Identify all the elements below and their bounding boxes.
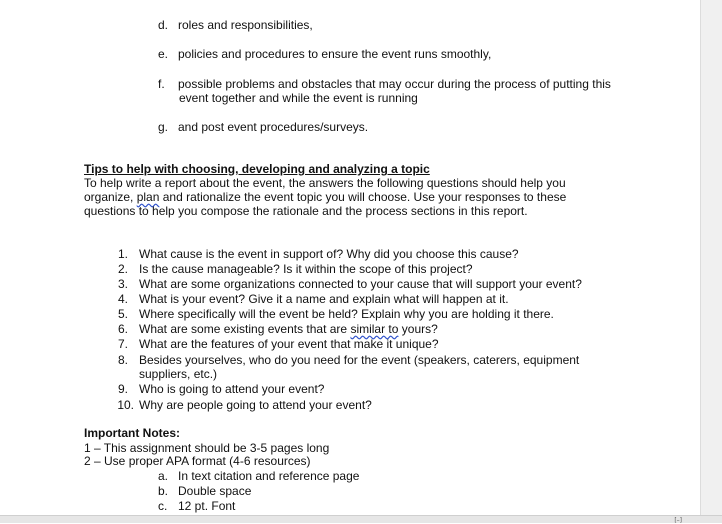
notes-line-1: 1 – This assignment should be 3-5 pages long <box>84 441 330 455</box>
tips-heading: Tips to help with choosing, developing and analyzing a topic <box>84 162 430 176</box>
notes-line-2: 2 – Use proper APA format (4-6 resources) <box>84 454 311 468</box>
question-number: 4. <box>117 292 128 306</box>
question-text-continued: suppliers, etc.) <box>139 367 218 381</box>
vertical-scrollbar[interactable] <box>700 0 722 516</box>
status-bar <box>0 515 722 523</box>
question-text: What are the features of your event that make it unique? <box>139 337 439 351</box>
tips-paragraph-line-2: organize, plan and rationalize the event topic you will choose. Use your responses to these <box>84 190 567 204</box>
question-number: 1. <box>117 247 128 261</box>
question-number: 5. <box>117 307 128 321</box>
page-indicator: [–] <box>674 517 682 524</box>
question-text: What cause is the event in support of? Why did you choose this cause? <box>139 247 519 261</box>
tips-paragraph-line-1: To help write a report about the event, the answers the following questions should help you <box>84 176 566 190</box>
question-number: 9. <box>117 382 128 396</box>
list-item-e: e. policies and procedures to ensure the event runs smoothly, <box>158 47 492 61</box>
question-number: 7. <box>117 337 128 351</box>
notes-sub-item-a: a. In text citation and reference page <box>158 469 360 483</box>
question-text: Who is going to attend your event? <box>139 382 325 396</box>
spellcheck-phrase-similar-to[interactable]: similar to <box>350 322 399 336</box>
question-number: 10. <box>117 398 134 412</box>
question-number: 3. <box>117 277 128 291</box>
question-number: 6. <box>117 322 128 336</box>
list-item-d: d. roles and responsibilities, <box>158 18 313 32</box>
question-text: What is your event? Give it a name and explain what will happen at it. <box>139 292 509 306</box>
notes-heading: Important Notes: <box>84 426 180 440</box>
spellcheck-word-plan[interactable]: plan <box>136 190 160 204</box>
list-item-f-continued: event together and while the event is running <box>179 91 418 105</box>
tips-paragraph-line-3: questions to help you compose the rationale and the process sections in this report. <box>84 204 528 218</box>
question-text: Why are people going to attend your event? <box>139 398 372 412</box>
question-text: Besides yourselves, who do you need for the event (speakers, caterers, equipment <box>139 353 580 367</box>
notes-sub-item-b: b. Double space <box>158 484 252 498</box>
question-text: What are some existing events that are similar to yours? <box>139 322 438 336</box>
question-number: 2. <box>117 262 128 276</box>
question-text: Is the cause manageable? Is it within the scope of this project? <box>139 262 473 276</box>
list-item-f: f. possible problems and obstacles that may occur during the process of putting this <box>158 77 611 91</box>
question-number: 8. <box>117 353 128 367</box>
question-text: What are some organizations connected to your cause that will support your event? <box>139 277 582 291</box>
notes-sub-item-c: c. 12 pt. Font <box>158 499 236 513</box>
list-item-g: g. and post event procedures/surveys. <box>158 120 369 134</box>
question-text: Where specifically will the event be held? Explain why you are holding it there. <box>139 307 554 321</box>
